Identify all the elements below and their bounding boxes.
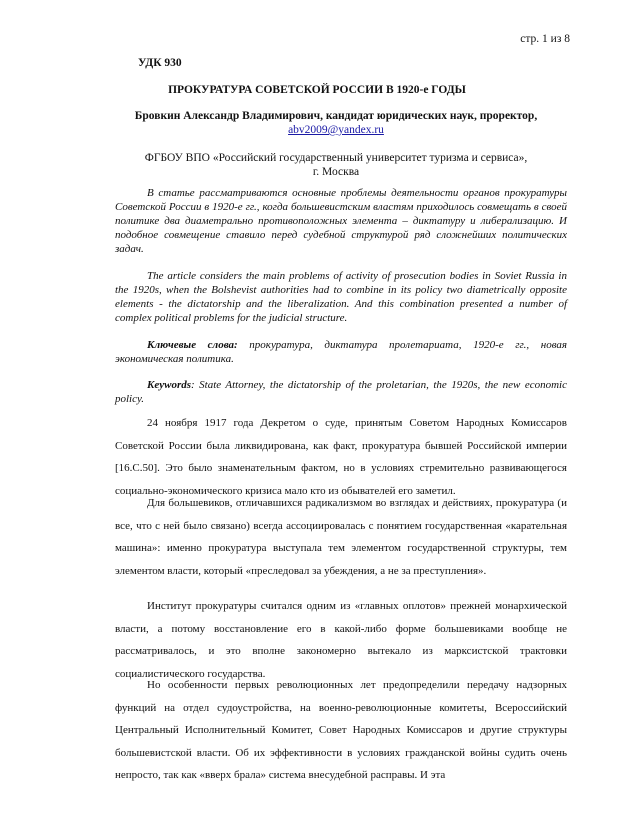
article-title: ПРОКУРАТУРА СОВЕТСКОЙ РОССИИ В 1920-е ГОДЫ: [168, 84, 466, 96]
abstract-en: The article considers the main problems of activity of prosecution bodies in Soviet Russia in the 1920s, when the Bolshevist authorities had to combine in its policy two diametrically opposite elements - the dictatorship and the liberalization. And this combination presented a number of complex political problems for the judicial structure.: [115, 270, 567, 324]
body-paragraph: 24 ноября 1917 года Декретом о суде, принятым Советом Народных Комиссаров Советской России была ликвидирована, как факт, прокуратура бывшей Российской империи [16.С.50]. Это было знаменательным фактом, но в условиях стремительно развивающегося социально-экономического кризиса мало кто из обывателей его заметил.: [115, 417, 567, 497]
keywords-ru-text: прокуратура, диктатура пролетариата, 1920-е гг., новая экономическая политика.: [115, 339, 568, 365]
keywords-en: [115, 378, 567, 406]
body-paragraph: Институт прокуратуры считался одним из «главных оплотов» прежней монархической власти, а потому восстановление его в какой-либо форме большевиками вообще не рассматривалось, и это вполне закономерно вытекало из марксистской трактовки социалистического государства.: [115, 600, 567, 680]
body-paragraph: Для большевиков, отличавшихся радикализмом во взглядах и действиях, прокуратура (и все, что с ней было связано) всегда ассоциировалась с понятием государственная «карательная машина»: именно прокуратура выступала тем элементом государственной структуры, тем элементом власти, который «преследовал за убеждения, а не за преступления».: [115, 497, 567, 577]
keywords-en-text: : State Attorney, the dictatorship of the proletarian, the 1920s, the new economic policy.: [115, 379, 567, 405]
keywords-ru-label: Ключевые слова:: [147, 339, 238, 351]
author-email-link[interactable]: abv2009@yandex.ru: [288, 124, 384, 136]
keywords-ru: [115, 338, 567, 366]
keywords-en-label: Keywords: [147, 379, 191, 391]
organization-block: [128, 151, 544, 179]
organization-city: г. Москва: [312, 166, 360, 178]
organization-name: ФГБОУ ВПО «Российский государственный университет туризма и сервиса»,: [144, 152, 528, 164]
page-number: стр. 1 из 8: [520, 33, 570, 45]
author-line: Бровкин Александр Владимирович, кандидат юридических наук, проректор,: [134, 110, 538, 122]
abstract-ru: В статье рассматриваются основные проблемы деятельности органов прокуратуры Советской России в 1920-е гг., когда большевистским властям приходилось совмещать в своей политике два диаметрально противоположных элемента – диктатуру и либерализацию. И подобное совмещение ставило перед судебной структурой ряд сложнейших политических задач.: [115, 187, 567, 255]
udk-code: УДК 930: [138, 57, 182, 69]
body-paragraph: Но особенности первых революционных лет предопределили передачу надзорных функций на отдел судоустройства, на военно-революционные комитеты, Всероссийский Центральный Исполнительный Комитет, Совет Народных Комиссаров и другие структуры большевистской власти. Об их эффективности в условиях гражданской войны судить очень непросто, так как «вверх брала» система внесудебной расправы. И эта: [115, 679, 567, 781]
author-block: [128, 109, 544, 137]
